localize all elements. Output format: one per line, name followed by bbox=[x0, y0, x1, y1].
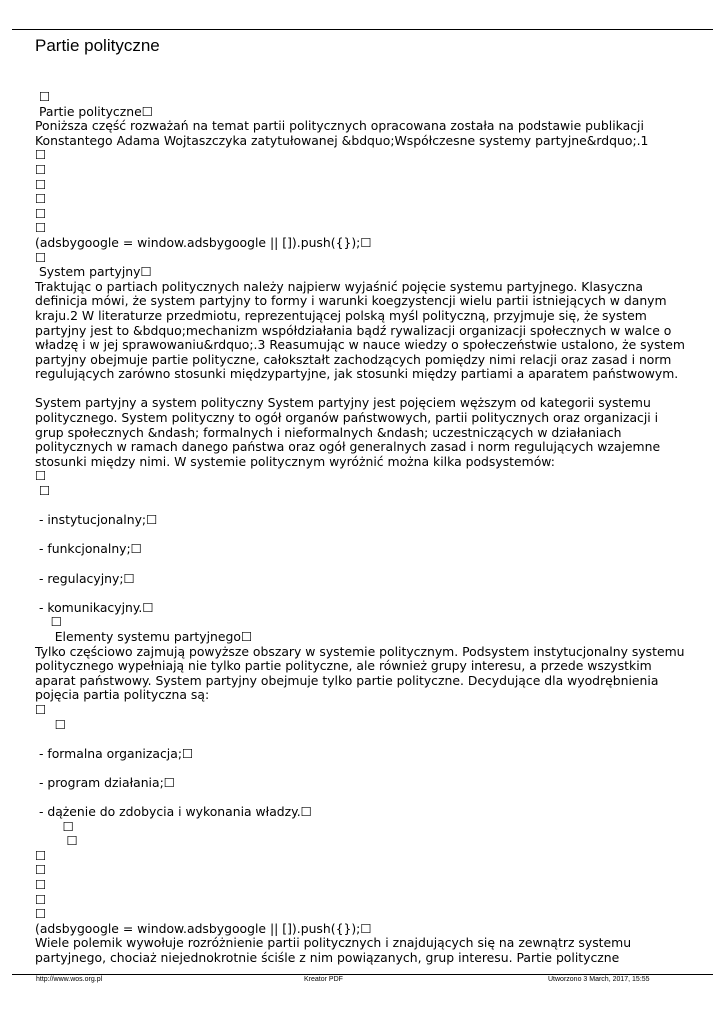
text-line: ☐ bbox=[35, 176, 47, 192]
blank-line bbox=[35, 586, 685, 601]
paragraph: Traktując o partiach politycznych należy najpierw wyjaśnić pojęcie systemu partyjnego. Klasyczna definicja mówi, że system partyjny to formy i warunki koegzystencji wielu partii istniejących w danym kraju.2 W literaturze przedmiotu, reprezentującej polską myśl polityczną, przyjmuje się, że system partyjny jest to &bdquo;mechanizm współdziałania bądź rywalizacji organizacji społecznych w walce o władzę i w jej sprawowaniu&rdquo;.3 Reasumując w nauce wiedzy o społeczeństwie ustalono, że system partyjny obejmuje partie polityczne, całokształt zachodzących pomiędzy nimi relacji oraz zasad i norm regulujących zarówno stosunki międzypartyjne, jak stosunki między partiami a aparatem państwowym. bbox=[35, 278, 685, 382]
paragraph: Tylko częściowo zajmują powyższe obszary w systemie politycznym. Podsystem instytucjonalny systemu politycznego wypełniają nie tylko partie polityczne, ale również grupy interesu, a przede wszystkim aparat państwowy. System partyjny obejmuje tylko partie polityczne. Decydujące dla wyodrębnienia pojęcia partia polityczna są: bbox=[35, 643, 685, 703]
text-line: ☐ bbox=[35, 191, 47, 207]
text-line: ☐ bbox=[35, 468, 47, 484]
paragraph: Poniższa część rozważań na temat partii politycznych opracowana została na podstawie publikacji Konstantego Adama Wojtaszczyka zatytułowanej &bdquo;Współczesne systemy partyjne&rdquo;.1 bbox=[35, 118, 649, 148]
text-line: ☐ bbox=[35, 818, 74, 834]
blank-line bbox=[35, 499, 685, 514]
text-line: ☐ bbox=[35, 877, 47, 893]
text-line: ☐ bbox=[35, 891, 47, 907]
footer-url[interactable]: http://www.wos.org.pl bbox=[36, 976, 103, 983]
text-line: ☐ bbox=[35, 862, 47, 878]
text-line: - formalna organizacja;☐ bbox=[35, 745, 194, 761]
blank-line bbox=[35, 761, 685, 776]
blank-line bbox=[35, 791, 685, 806]
blank-line bbox=[35, 732, 685, 747]
footer-created: Utworzono 3 March, 2017, 15:55 bbox=[548, 976, 650, 983]
text-line: - regulacyjny;☐ bbox=[35, 570, 135, 586]
footer-creator: Kreator PDF bbox=[304, 976, 343, 983]
page-title: Partie polityczne bbox=[35, 36, 160, 55]
text-line: ☐ bbox=[35, 89, 51, 104]
paragraph: Wiele polemik wywołuje rozróżnienie partii politycznych i znajdujących się na zewnątrz systemu partyjnego, chociaż niejednokrotnie ściśle z nim powiązanych, grup interesu. Partie polityczne bbox=[35, 935, 632, 966]
text-line: - komunikacyjny.☐ bbox=[35, 599, 154, 615]
text-line: ☐ bbox=[35, 833, 78, 849]
text-line: ☐ bbox=[35, 906, 47, 922]
text-line: Partie polityczne☐ bbox=[35, 103, 153, 119]
text-line: ☐ bbox=[35, 249, 47, 265]
text-line: ☐ bbox=[35, 220, 47, 236]
blank-line bbox=[35, 528, 685, 543]
text-line: ☐ bbox=[35, 847, 47, 863]
blank-line bbox=[35, 557, 685, 572]
footer-rule bbox=[12, 974, 713, 975]
text-line: Elementy systemu partyjnego☐ bbox=[35, 628, 253, 644]
document-body bbox=[35, 90, 685, 966]
text-line: ☐ bbox=[35, 483, 51, 499]
text-line: System partyjny☐ bbox=[35, 264, 152, 280]
paragraph: System partyjny a system polityczny System partyjny jest pojęciem węższym od kategorii systemu politycznego. System polityczny to ogół organów państwowych, partii politycznych oraz organizacji i grup społecznych &ndash; formalnych i nieformalnych &ndash; uczestniczących w działaniach politycznych w ramach danego państwa oraz ogół generalnych zasad i norm regulujących wzajemne stosunki między nimi. W systemie politycznym wyróżnić można kilka podsystemów: bbox=[35, 395, 661, 469]
text-line: ☐ bbox=[35, 147, 47, 163]
text-line: - program działania;☐ bbox=[35, 774, 175, 790]
text-line: (adsbygoogle = window.adsbygoogle || []).push({});☐ bbox=[35, 234, 372, 250]
text-line: - funkcjonalny;☐ bbox=[35, 541, 142, 557]
text-line: - dążenie do zdobycia i wykonania władzy.☐ bbox=[35, 804, 312, 820]
blank-line bbox=[35, 382, 685, 397]
header-rule bbox=[12, 29, 713, 30]
text-line: (adsbygoogle = window.adsbygoogle || []).push({});☐ bbox=[35, 920, 372, 936]
text-line: - instytucjonalny;☐ bbox=[35, 512, 158, 528]
text-line: ☐ bbox=[35, 701, 47, 717]
text-line: ☐ bbox=[35, 161, 47, 177]
text-line: ☐ bbox=[35, 205, 47, 221]
text-line: ☐ bbox=[35, 716, 66, 732]
text-line: ☐ bbox=[35, 614, 62, 630]
